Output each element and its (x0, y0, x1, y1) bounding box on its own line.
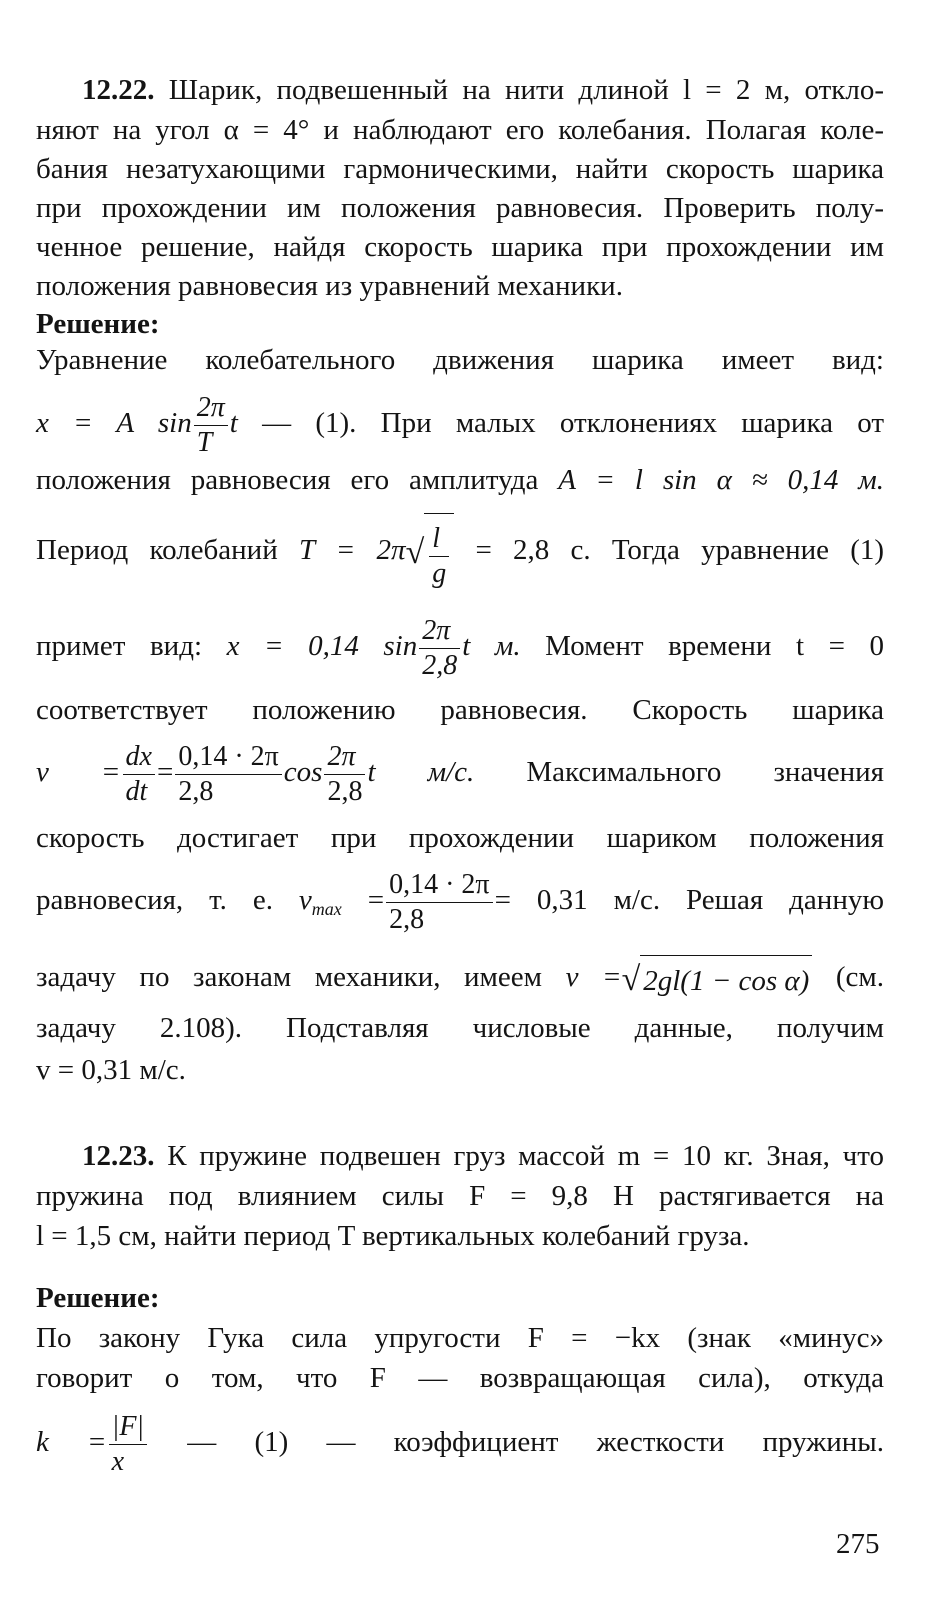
solution-line-10: задачу по законам механики, имеем v =√ 2gl(1 − cos α) (см. (36, 952, 884, 1006)
solution-line-9: равновесия, т. е. $v_{max}$ = $\frac{0,14 \cdot 2\pi}{2,8}$ = 0,31 м/с. Решая данную (36, 868, 884, 935)
problem-12-23-line-3: l = 1,5 см, найти период T вертикальных колебаний груза. (36, 1220, 750, 1252)
problem-12-22-line-2: няют на угол α = 4° и наблюдают его колебания. Полагая коле- (36, 114, 884, 146)
solution-2-line-1: По закону Гука сила упругости F = −kx (знак «минус» (36, 1322, 884, 1354)
page-number: 275 (836, 1528, 880, 1560)
solution-2-line-3: k = $\frac{|F|}{x}$ — (1) — коэффициент жесткости пружины. (36, 1410, 885, 1477)
solution-2-line-2: говорит о том, что F — возвращающая сила), откуда (36, 1362, 884, 1394)
amplitude-formula: A = l sin α ≈ 0,14 м. (558, 464, 884, 496)
fraction-2pi-over-T: $\frac{2\pi}{T}$ (194, 391, 228, 460)
problem-12-22-line-1: 12.22. Шарик, подвешенный на нити длиной l = 2 м, откло- (82, 74, 884, 106)
problem-number: 12.22. (82, 74, 155, 106)
fraction-velocity-amplitude: $\frac{0,14 \cdot 2\pi}{2,8}$ (175, 740, 281, 809)
solution-heading: Решение: (36, 308, 160, 340)
solution-line-4: Период колебаний T = 2π√ $\frac{l}{g}$ = 2,8 с. Тогда уравнение (1) (36, 510, 884, 594)
fraction-2pi-over-2-8: $\frac{2\pi}{2,8}$ (419, 614, 460, 683)
sqrt-l-over-g: √ $\frac{l}{g}$ (406, 511, 455, 594)
problem-12-22-line-5: ченное решение, найдя скорость шарика при прохождении им (36, 231, 884, 263)
solution-line-5: примет вид: x = 0,14 sin $\frac{2\pi}{2,8}$ t м. Момент времени t = 0 (36, 614, 884, 681)
fraction-vmax: $\frac{0,14 \cdot 2\pi}{2,8}$ (386, 868, 492, 937)
solution-line-6: соответствует положению равновесия. Скорость шарика (36, 694, 884, 726)
solution-line-11: задачу 2.108). Подставляя числовые данные, получим (36, 1012, 884, 1044)
solution-line-2: x = A sin $\frac{2\pi}{T}$ t — (1). При малых отклонениях шарика от (36, 391, 885, 458)
problem-number: 12.23. (82, 1140, 155, 1172)
fraction-dx-dt: $\frac{dx}{dt}$ (123, 740, 155, 809)
fraction-2pi-over-2-8-b: $\frac{2\pi}{2,8}$ (324, 740, 365, 809)
problem-12-23-line-2: пружина под влиянием силы F = 9,8 Н растягивается на (36, 1180, 884, 1212)
solution-heading-2: Решение: (36, 1282, 160, 1314)
solution-line-7: v = $\frac{dx}{dt}$ = $\frac{0,14 \cdot 2\pi}{2,8}$ cos $\frac{2\pi}{2,8}$ t м/с. Максимального значения (36, 740, 884, 807)
sqrt-2gl: √ 2gl(1 − cos α) (622, 953, 813, 1006)
problem-12-22-line-3: бания незатухающими гармоническими, найти скорость шарика (36, 153, 884, 185)
solution-line-3: положения равновесия его амплитуда A = l sin α ≈ 0,14 м. (36, 464, 884, 496)
problem-12-23-line-1: 12.23. К пружине подвешен груз массой m = 10 кг. Зная, что (82, 1140, 884, 1172)
fraction-F-over-x: $\frac{|F|}{x}$ (109, 1410, 148, 1479)
problem-12-22-line-6: положения равновесия из уравнений механики. (36, 270, 623, 302)
solution-line-12: v = 0,31 м/с. (36, 1054, 186, 1086)
solution-line-1: Уравнение колебательного движения шарика имеет вид: (36, 344, 884, 376)
problem-12-22-line-4: при прохождении им положения равновесия. Проверить полу- (36, 192, 884, 224)
solution-line-8: скорость достигает при прохождении шариком положения (36, 822, 884, 854)
